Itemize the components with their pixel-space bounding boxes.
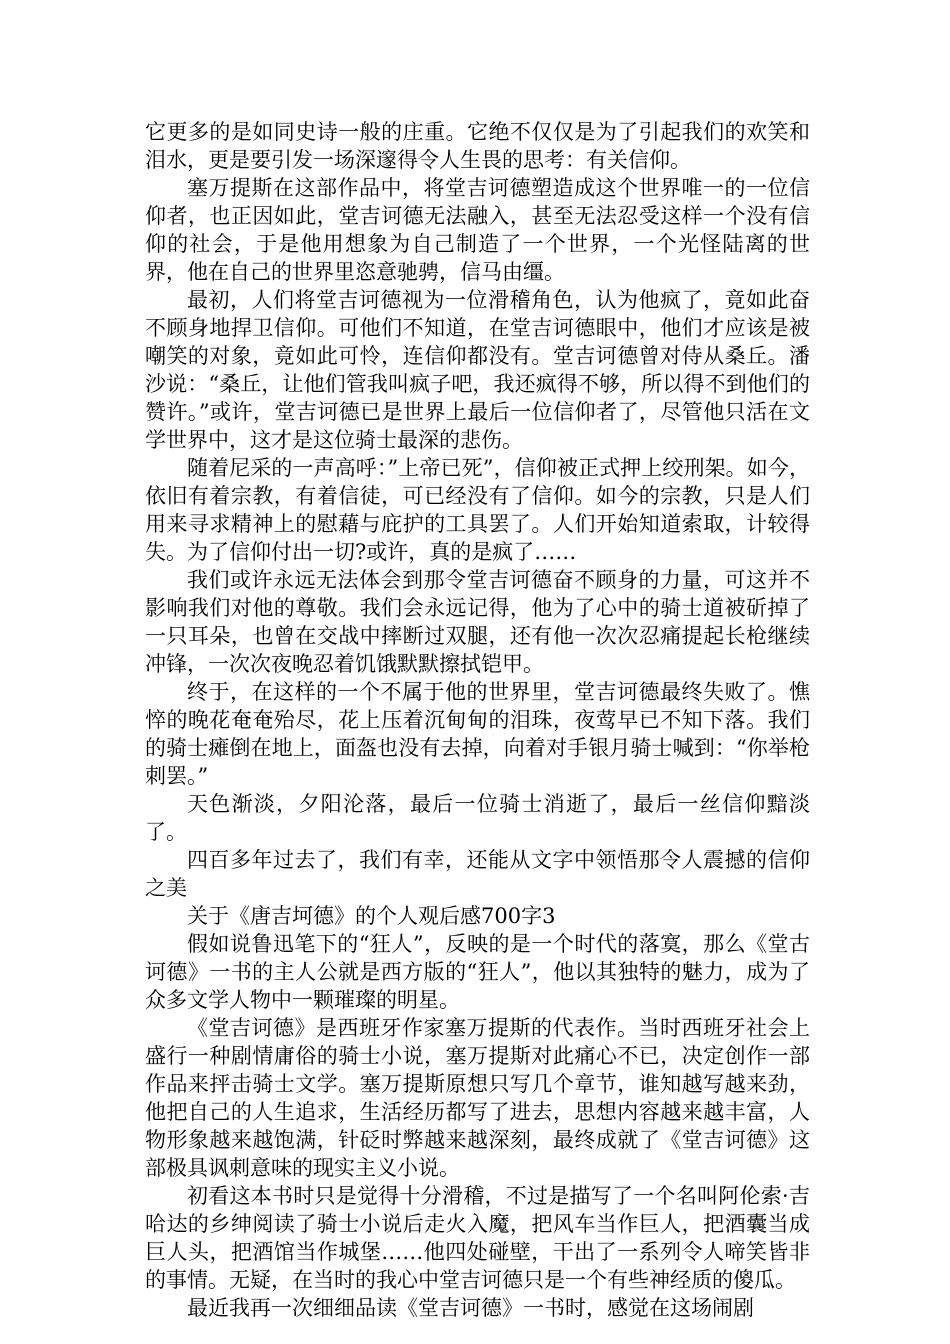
- paragraph: 它更多的是如同史诗一般的庄重。它绝不仅仅是为了引起我们的欢笑和泪水，更是要引发一场深邃得令人生畏的思考：有关信仰。: [145, 120, 810, 172]
- paragraph: 塞万提斯在这部作品中，将堂吉诃德塑造成这个世界唯一的一位信仰者，也正因如此，堂吉诃德无法融入，甚至无法忍受这样一个没有信仰的社会，于是他用想象为自己制造了一个世界，一个光怪陆离的世界，他在自己的世界里恣意驰骋，信马由缰。: [145, 176, 810, 284]
- paragraph: 天色渐淡，夕阳沦落，最后一位骑士消逝了，最后一丝信仰黯淡了。: [145, 792, 810, 844]
- paragraph: 《堂吉诃德》是西班牙作家塞万提斯的代表作。当时西班牙社会上盛行一种剧情庸俗的骑士小说，塞万提斯对此痛心不已，决定创作一部作品来抨击骑士文学。塞万提斯原想只写几个章节，谁知越写越来劲，他把自己的人生追求，生活经历都写了进去，思想内容越来越丰富，人物形象越来越饱满，针砭时弊越来越深刻，最终成就了《堂吉诃德》这部极具讽刺意味的现实主义小说。: [145, 1016, 810, 1180]
- section-heading: 关于《唐吉坷德》的个人观后感700字3: [187, 904, 556, 928]
- paragraph: 假如说鲁迅笔下的“狂人”，反映的是一个时代的落寞，那么《堂古诃德》一书的主人公就是西方版的“狂人”，他以其独特的魅力，成为了众多文学人物中一颗璀璨的明星。: [145, 932, 810, 1012]
- paragraph: 我们或许永远无法体会到那令堂吉诃德奋不顾身的力量，可这并不影响我们对他的尊敬。我们会永远记得，他为了心中的骑士道被斫掉了一只耳朵，也曾在交战中摔断过双腿，还有他一次次忍痛提起长枪继续冲锋，一次次夜晚忍着饥饿默默擦拭铠甲。: [145, 568, 810, 676]
- paragraph: 最近我再一次细细品读《堂吉诃德》一书时，感觉在这场闹剧: [187, 1296, 754, 1320]
- paragraph: 终于，在这样的一个不属于他的世界里，堂吉诃德最终失败了。憔悴的晚花奄奄殆尽，花上压着沉甸甸的泪珠，夜莺早已不知下落。我们的骑士瘫倒在地上，面盔也没有去掉，向着对手银月骑士喊到：“你举枪刺罢。”: [145, 680, 810, 788]
- document-page: [145, 118, 810, 1322]
- paragraph: 最初，人们将堂吉诃德视为一位滑稽角色，认为他疯了，竟如此奋不顾身地捍卫信仰。可他们不知道，在堂吉诃德眼中，他们才应该是被嘲笑的对象，竟如此可怜，连信仰都没有。堂吉诃德曾对侍从桑丘。潘沙说：“桑丘，让他们管我叫疯子吧，我还疯得不够，所以得不到他们的赞许。”或许，堂吉诃德已是世界上最后一位信仰者了，尽管他只活在文学世界中，这才是这位骑士最深的悲伤。: [145, 288, 810, 452]
- paragraph: 随着尼采的一声高呼：”上帝已死”，信仰被正式押上绞刑架。如今，依旧有着宗教，有着信徒，可已经没有了信仰。如今的宗教，只是人们用来寻求精神上的慰藉与庇护的工具罢了。人们开始知道索取，计较得失。为了信仰付出一切?或许，真的是疯了……: [145, 456, 810, 564]
- paragraph: 初看这本书时只是觉得十分滑稽，不过是描写了一个名叫阿伦索·吉哈达的乡绅阅读了骑士小说后走火入魔，把风车当作巨人，把酒囊当成巨人头，把酒馆当作城堡……他四处碰壁，干出了一系列令人啼笑皆非的事情。无疑，在当时的我心中堂吉诃德只是一个有些神经质的傻瓜。: [145, 1184, 810, 1292]
- paragraph: 四百多年过去了，我们有幸，还能从文字中领悟那令人震撼的信仰之美: [145, 848, 810, 900]
